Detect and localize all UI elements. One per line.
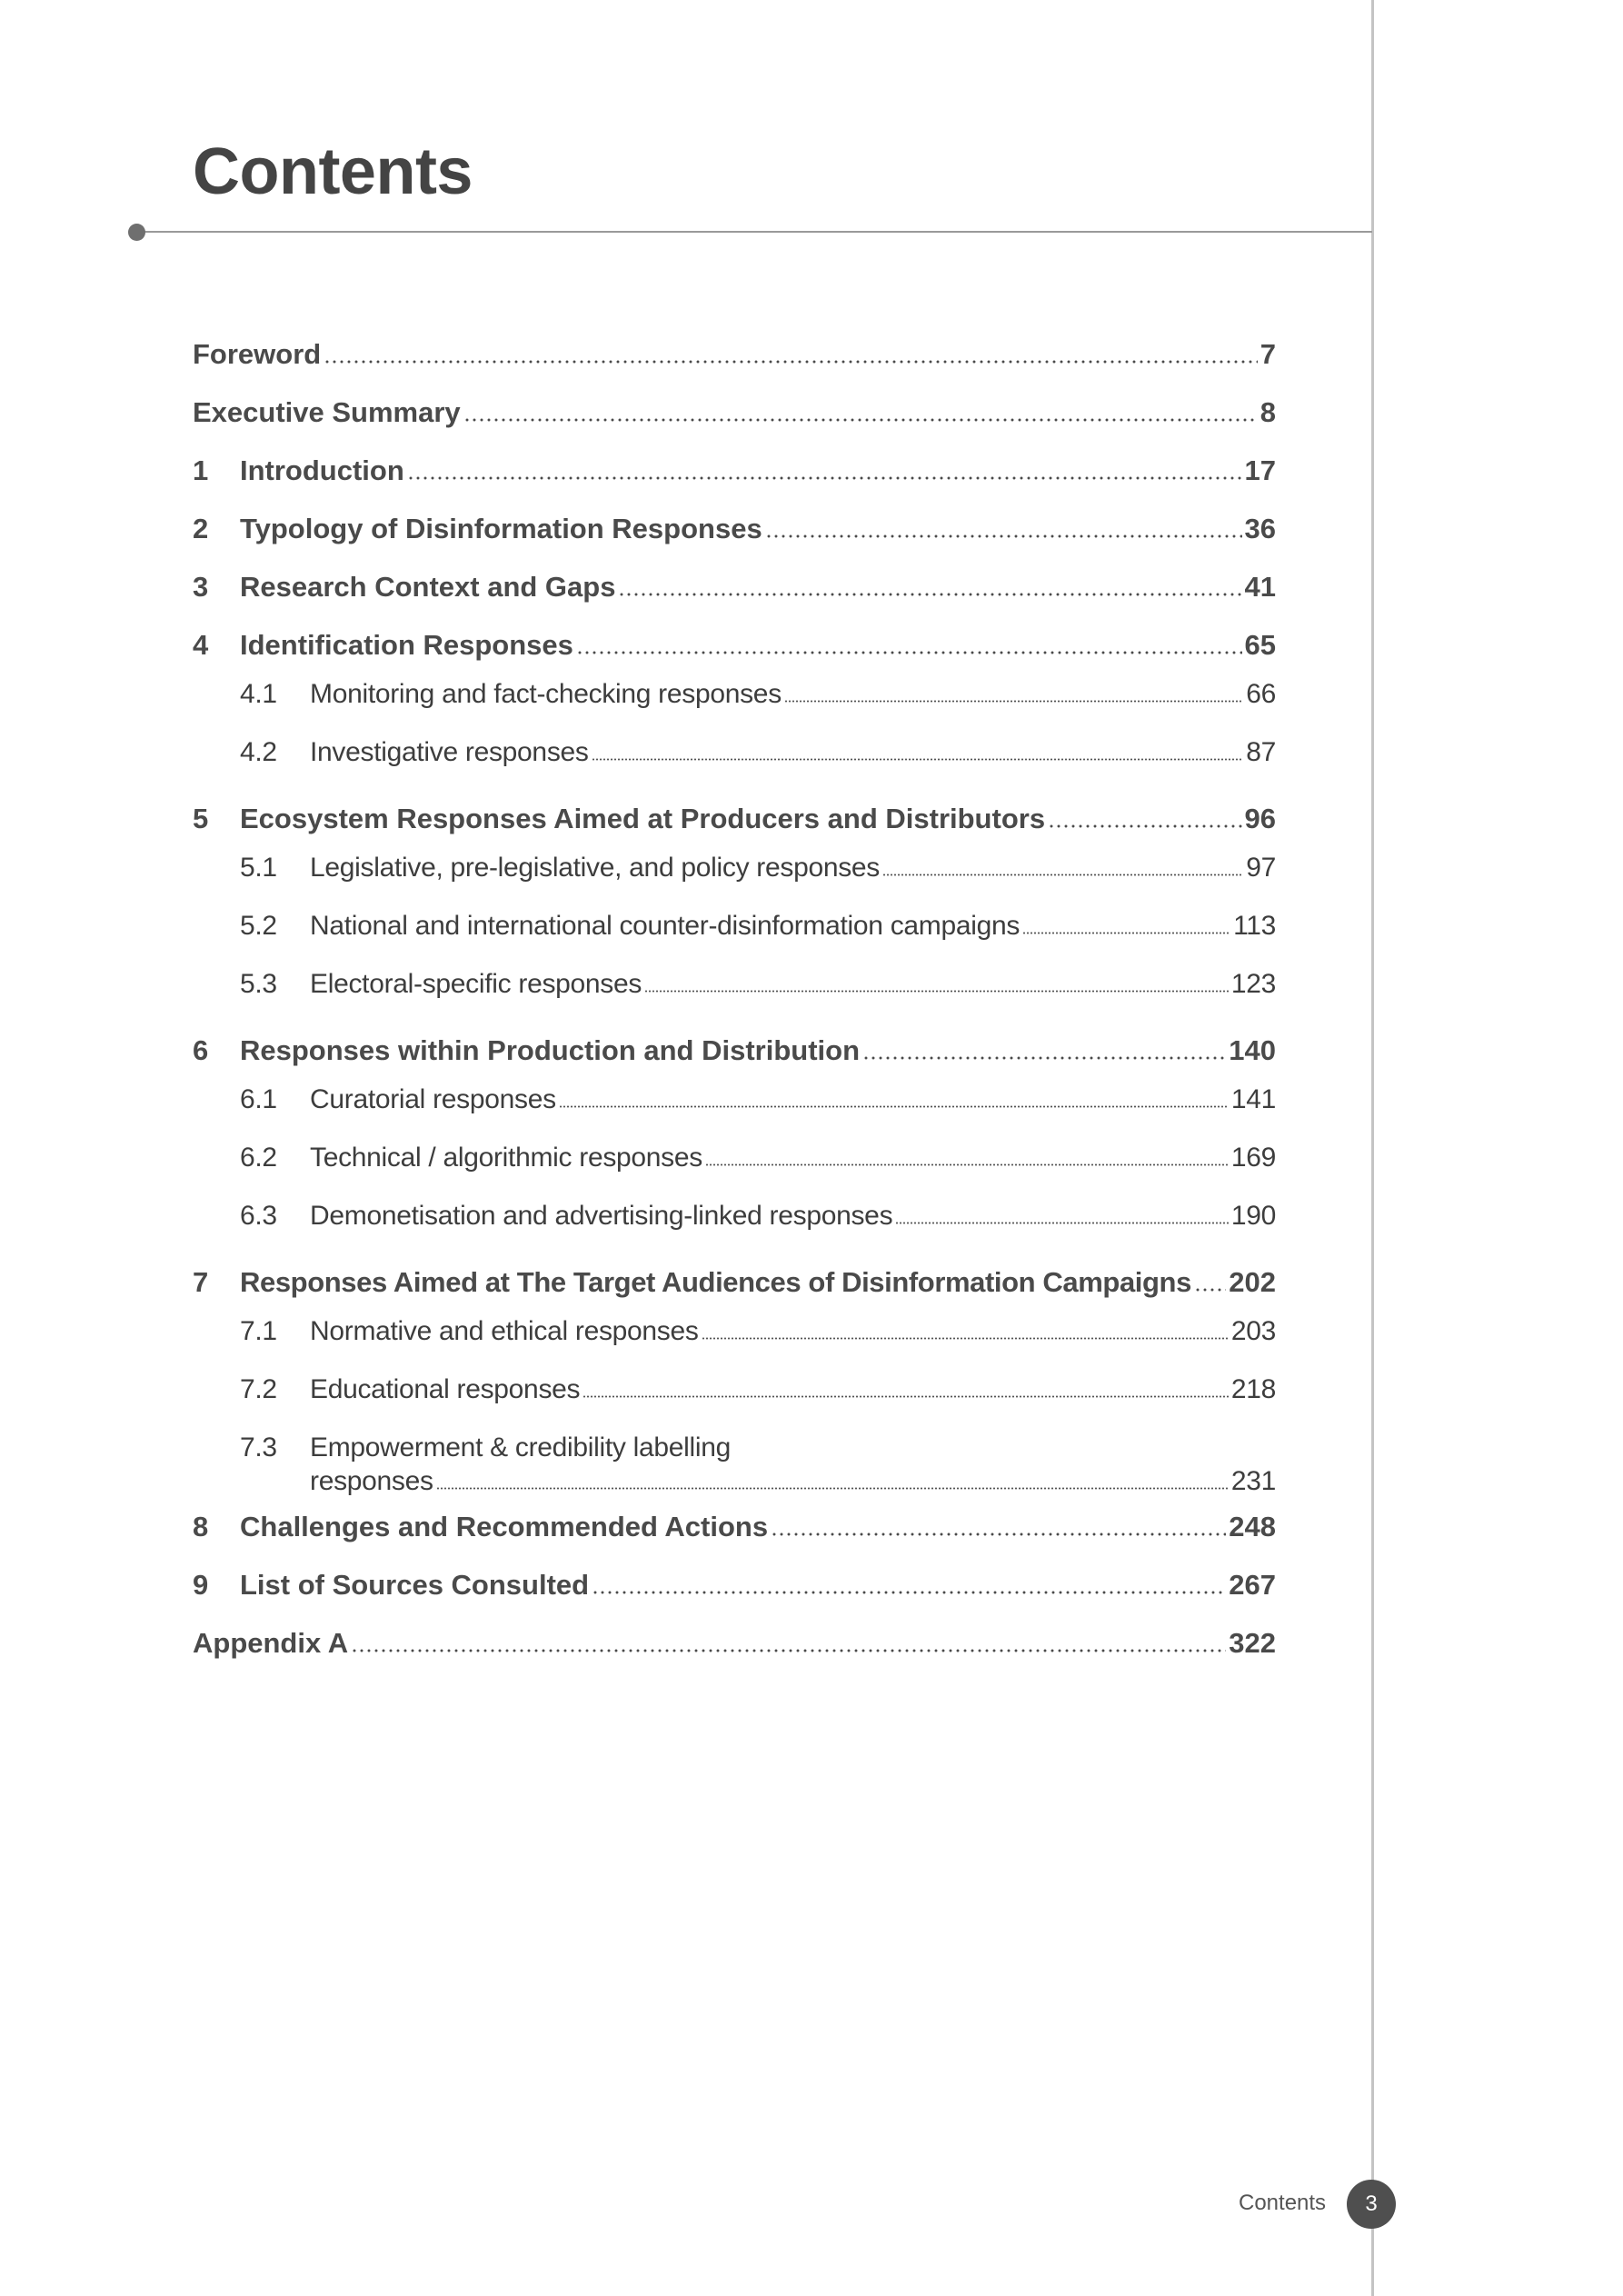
dot-leader	[576, 651, 1242, 654]
toc-number: 7.2	[240, 1374, 277, 1404]
toc-label: Appendix A	[193, 1627, 349, 1659]
dot-leader	[1022, 932, 1230, 934]
toc-label: Demonetisation and advertising-linked responses	[310, 1201, 893, 1231]
dot-leader	[582, 1395, 1229, 1398]
toc-entry-7-3[interactable]	[193, 1433, 1276, 1503]
dot-leader	[644, 990, 1229, 993]
toc-number: 4.1	[240, 679, 277, 709]
dot-leader	[559, 1105, 1229, 1108]
toc-page: 123	[1230, 969, 1276, 999]
toc-entry-5-1[interactable]	[193, 853, 1276, 911]
toc-entry-6-1[interactable]	[193, 1084, 1276, 1143]
toc-page: 36	[1244, 513, 1276, 544]
toc-entry-appendix-a[interactable]	[193, 1627, 1276, 1685]
toc-label: Introduction	[240, 454, 404, 486]
toc-entry-3[interactable]	[193, 571, 1276, 629]
toc-number: 6.1	[240, 1084, 277, 1114]
toc-entry-6-2[interactable]	[193, 1143, 1276, 1201]
toc-label: Technical / algorithmic responses	[310, 1143, 702, 1173]
toc-entry-8[interactable]	[193, 1511, 1276, 1569]
title-rule	[136, 231, 1372, 233]
toc-entry-1[interactable]	[193, 454, 1276, 513]
toc-entry-5[interactable]	[193, 803, 1276, 853]
toc-entry-5-2[interactable]	[193, 911, 1276, 969]
toc-number: 5.2	[240, 911, 277, 941]
toc-page: 267	[1229, 1569, 1276, 1601]
rule-dot	[128, 224, 145, 241]
toc-label: Electoral-specific responses	[310, 969, 642, 999]
toc-label: Educational responses	[310, 1374, 581, 1404]
dot-leader	[463, 418, 1258, 422]
toc-label: Typology of Disinformation Responses	[240, 513, 762, 544]
toc-label: Normative and ethical responses	[310, 1316, 699, 1346]
toc-entry-5-3[interactable]	[193, 969, 1276, 1027]
toc-page: 87	[1246, 737, 1276, 767]
toc-page: 141	[1230, 1084, 1276, 1114]
toc-number: 5	[193, 803, 209, 834]
toc-page: 97	[1246, 853, 1276, 883]
toc-page: 203	[1230, 1316, 1276, 1346]
toc-number: 7.3	[240, 1433, 277, 1462]
toc-page: 41	[1244, 571, 1276, 603]
toc-label: Ecosystem Responses Aimed at Producers and Distributors	[240, 803, 1046, 834]
dot-leader	[702, 1337, 1229, 1340]
dot-leader	[592, 1591, 1226, 1594]
toc-page: 169	[1230, 1143, 1276, 1173]
toc-entry-4-1[interactable]	[193, 679, 1276, 737]
toc-number: 7	[193, 1266, 209, 1298]
dot-leader	[771, 1532, 1226, 1536]
toc-page: 65	[1244, 629, 1276, 661]
toc-number: 6.3	[240, 1201, 277, 1231]
toc-label: Identification Responses	[240, 629, 573, 661]
toc-entry-7[interactable]	[193, 1266, 1276, 1316]
toc-entry-6[interactable]	[193, 1034, 1276, 1084]
table-of-contents	[193, 338, 1276, 1685]
dot-leader	[592, 758, 1244, 761]
dot-leader	[1048, 824, 1241, 828]
toc-number: 1	[193, 454, 209, 486]
dot-leader	[784, 700, 1243, 703]
dot-leader	[407, 476, 1242, 480]
toc-label: Monitoring and fact-checking responses	[310, 679, 782, 709]
toc-label: National and international counter-disinformation campaigns	[310, 911, 1021, 941]
toc-page: 218	[1230, 1374, 1276, 1404]
page-title: Contents	[193, 135, 473, 208]
toc-page: 202	[1229, 1266, 1276, 1298]
toc-label: List of Sources Consulted	[240, 1569, 590, 1601]
toc-label: Empowerment & credibility labelling	[310, 1433, 732, 1462]
toc-page: 66	[1246, 679, 1276, 709]
margin-line	[1371, 0, 1374, 2296]
toc-entry-2[interactable]	[193, 513, 1276, 571]
toc-number: 6.2	[240, 1143, 277, 1173]
toc-page: 96	[1244, 803, 1276, 834]
toc-label: Responses Aimed at The Target Audiences of Disinformation Campaigns	[240, 1266, 1191, 1298]
toc-label: Legislative, pre-legislative, and policy responses	[310, 853, 881, 883]
dot-leader	[1194, 1288, 1226, 1292]
dot-leader	[765, 534, 1242, 538]
toc-label: Challenges and Recommended Actions	[240, 1511, 769, 1542]
dot-leader	[862, 1056, 1226, 1060]
toc-page: 17	[1244, 454, 1276, 486]
toc-label: Executive Summary	[193, 396, 461, 428]
toc-number: 8	[193, 1511, 209, 1542]
toc-number: 4	[193, 629, 209, 661]
dot-leader	[895, 1222, 1229, 1224]
toc-number: 6	[193, 1034, 209, 1066]
toc-number: 9	[193, 1569, 209, 1601]
toc-page: 231	[1230, 1466, 1276, 1496]
toc-page: 113	[1233, 911, 1276, 941]
toc-number: 2	[193, 513, 209, 544]
dot-leader	[351, 1649, 1226, 1652]
toc-entry-7-2[interactable]	[193, 1374, 1276, 1433]
toc-label: Responses within Production and Distribution	[240, 1034, 861, 1066]
dot-leader	[324, 360, 1258, 364]
page-number-badge: 3	[1347, 2180, 1396, 2229]
toc-entry-6-3[interactable]	[193, 1201, 1276, 1259]
toc-label: Curatorial responses	[310, 1084, 556, 1114]
toc-number: 5.3	[240, 969, 277, 999]
toc-entry-4-2[interactable]	[193, 737, 1276, 795]
toc-label: Research Context and Gaps	[240, 571, 616, 603]
toc-entry-executive-summary[interactable]	[193, 396, 1276, 454]
toc-page: 248	[1229, 1511, 1276, 1542]
toc-entry-foreword[interactable]	[193, 338, 1276, 396]
dot-leader	[705, 1163, 1229, 1166]
toc-entry-4[interactable]	[193, 629, 1276, 679]
toc-number: 7.1	[240, 1316, 277, 1346]
toc-number: 4.2	[240, 737, 277, 767]
toc-number: 5.1	[240, 853, 277, 883]
toc-page: 8	[1260, 396, 1276, 428]
toc-label: Investigative responses	[310, 737, 589, 767]
dot-leader	[882, 873, 1243, 876]
toc-label-continued: responses	[310, 1466, 433, 1496]
toc-label: Foreword	[193, 338, 322, 370]
dot-leader	[618, 593, 1241, 596]
toc-page: 322	[1229, 1627, 1276, 1659]
toc-page: 7	[1260, 338, 1276, 370]
toc-page: 140	[1229, 1034, 1276, 1066]
dot-leader	[436, 1487, 1229, 1490]
toc-number: 3	[193, 571, 209, 603]
footer-section-label: Contents	[1239, 2191, 1327, 2215]
toc-entry-9[interactable]	[193, 1569, 1276, 1627]
toc-entry-7-1[interactable]	[193, 1316, 1276, 1374]
toc-page: 190	[1230, 1201, 1276, 1231]
